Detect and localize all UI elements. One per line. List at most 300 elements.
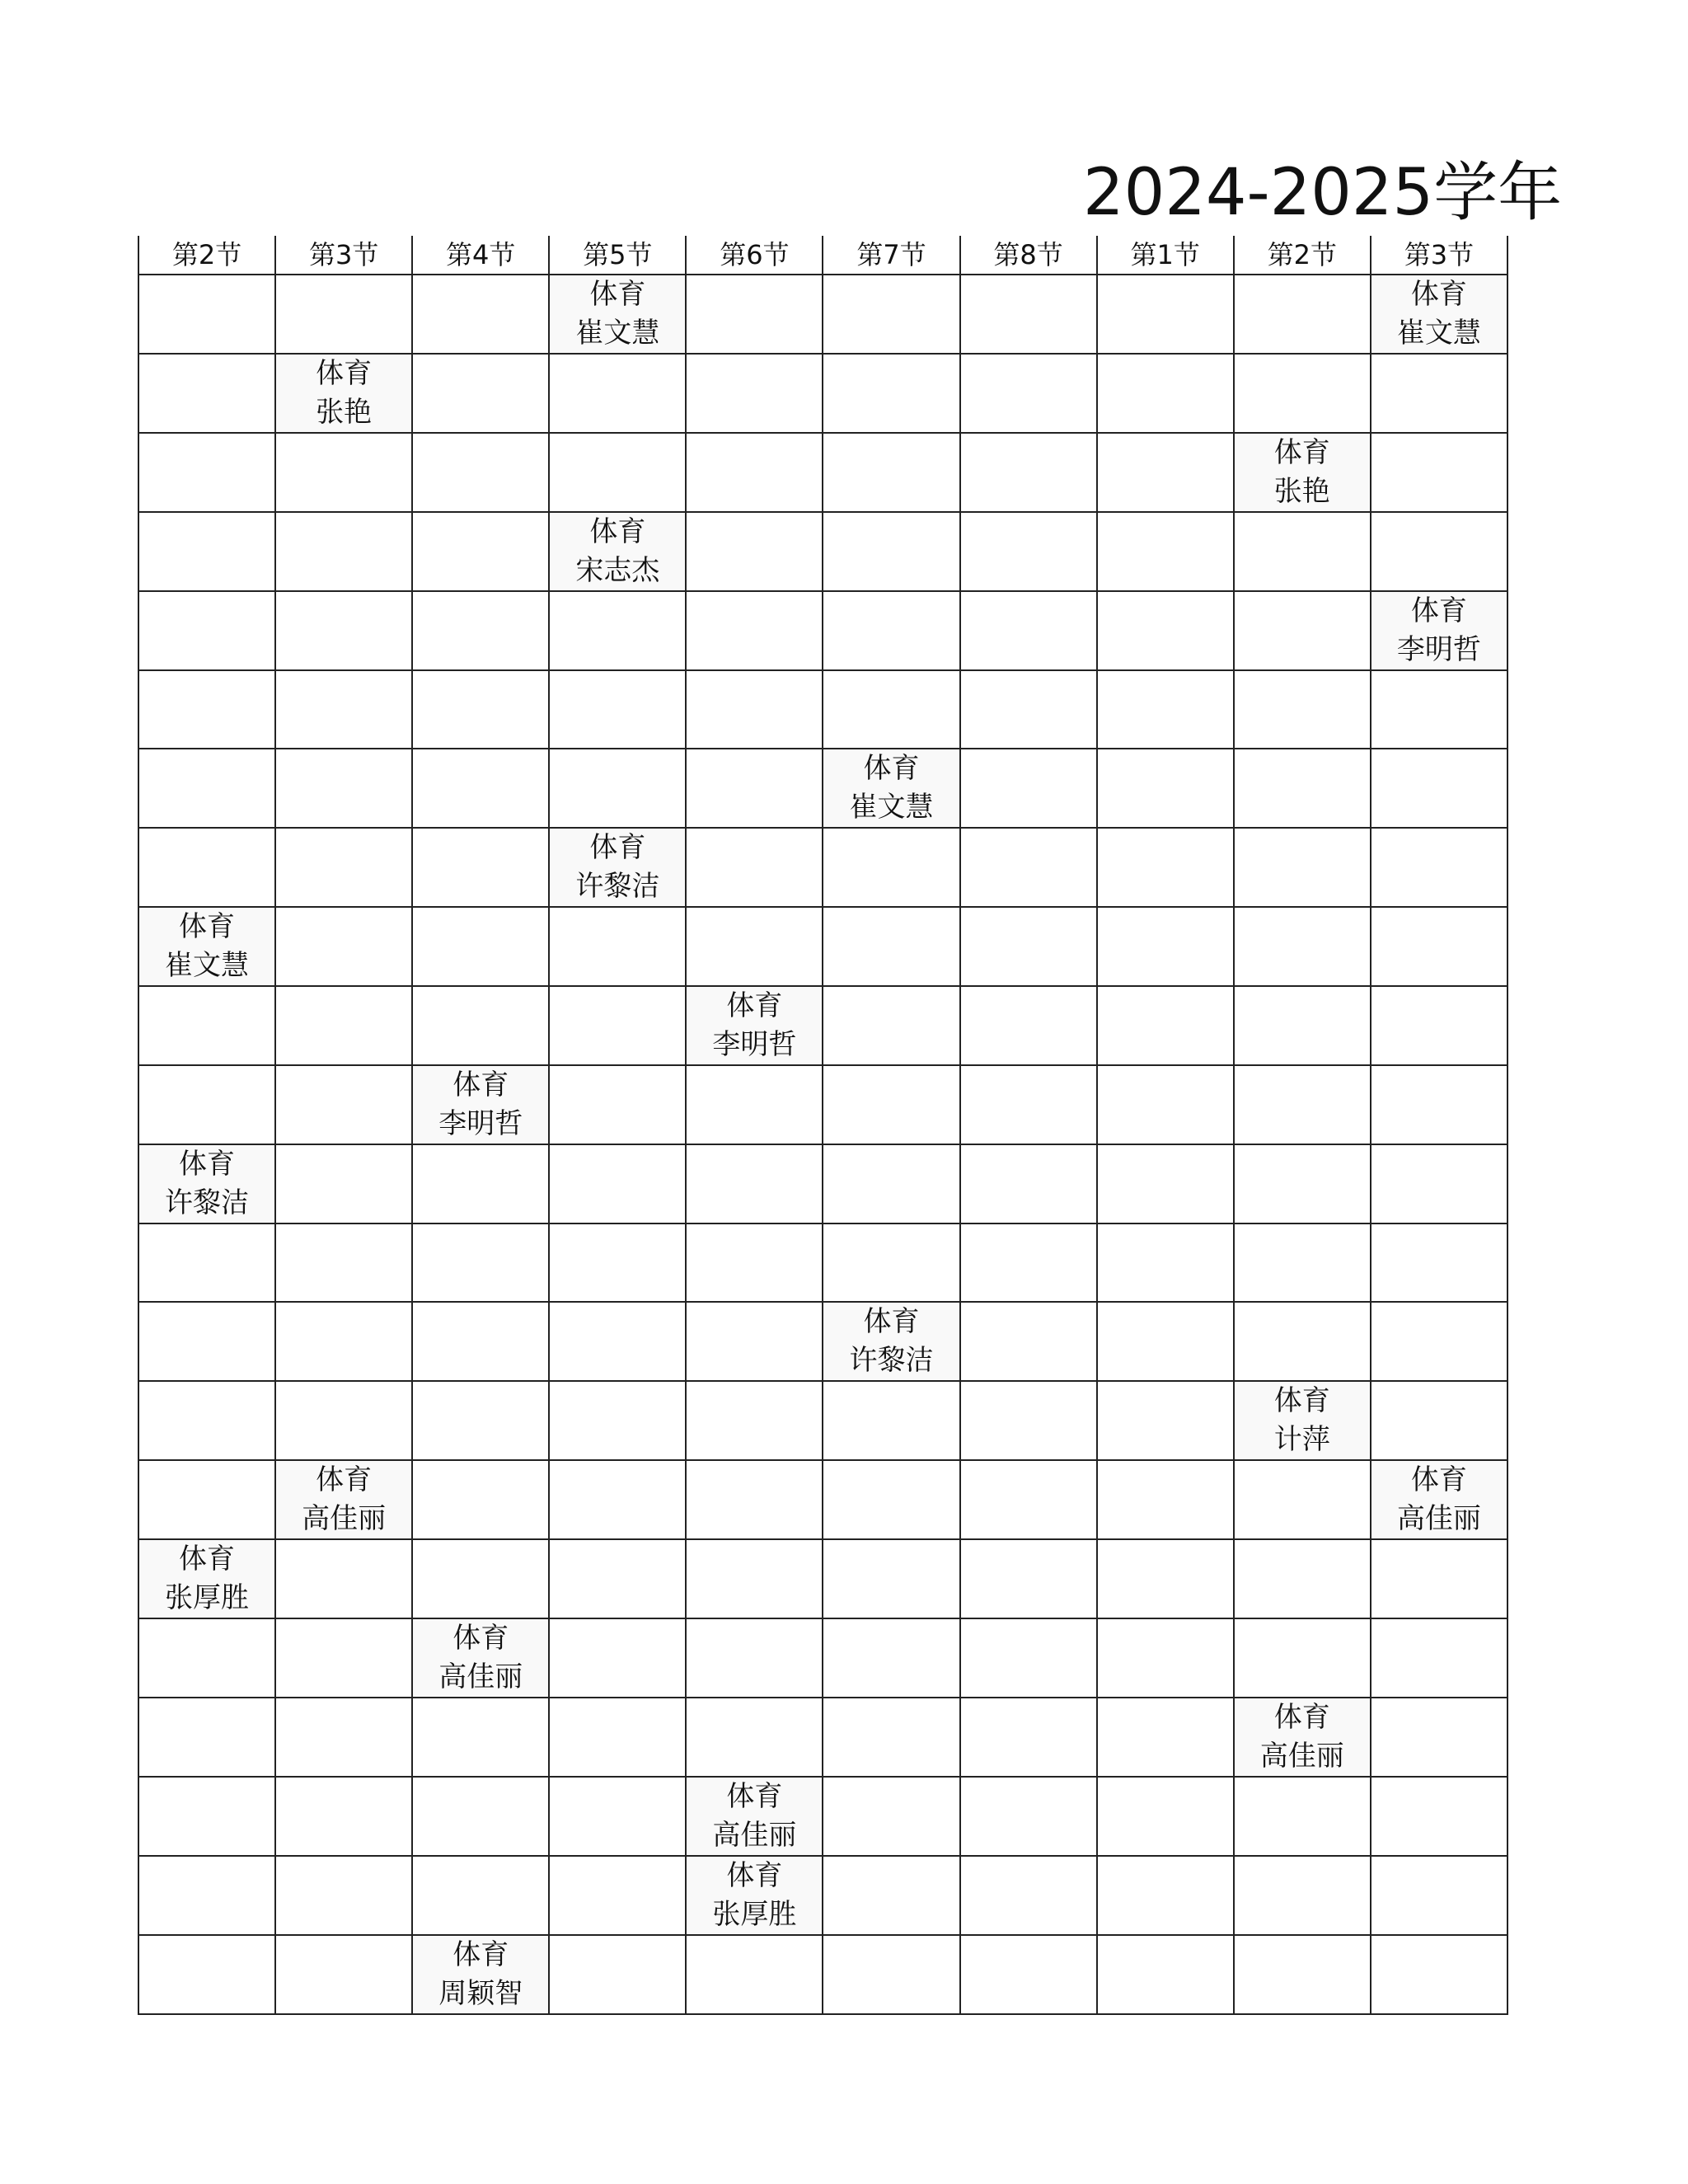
schedule-cell xyxy=(1234,1539,1371,1618)
schedule-cell xyxy=(275,512,412,591)
table-row xyxy=(138,1698,1507,1777)
schedule-cell xyxy=(960,1856,1097,1935)
schedule-cell xyxy=(960,1065,1097,1144)
schedule-cell xyxy=(412,749,549,828)
schedule-cell xyxy=(1097,512,1234,591)
schedule-cell xyxy=(823,1618,959,1698)
table-row xyxy=(138,433,1507,512)
cell-teacher: 高佳丽 xyxy=(302,1502,387,1535)
schedule-cell xyxy=(412,1460,549,1539)
cell-subject: 体育 xyxy=(179,1148,236,1181)
schedule-cell xyxy=(960,1144,1097,1224)
cell-subject: 体育 xyxy=(179,1543,236,1576)
schedule-cell xyxy=(1234,433,1371,512)
schedule-cell xyxy=(1097,1302,1234,1381)
schedule-cell xyxy=(138,1856,275,1935)
schedule-cell xyxy=(549,433,686,512)
schedule-cell xyxy=(823,1698,959,1777)
cell-teacher: 高佳丽 xyxy=(1259,1740,1344,1773)
schedule-cell xyxy=(1234,670,1371,749)
schedule-cell xyxy=(138,275,275,354)
table-row xyxy=(138,1381,1507,1460)
cell-teacher: 崔文慧 xyxy=(849,791,934,824)
schedule-cell xyxy=(1234,986,1371,1065)
schedule-cell xyxy=(1371,1856,1507,1935)
table-row xyxy=(138,512,1507,591)
schedule-cell xyxy=(1371,907,1507,986)
cell-teacher: 张厚胜 xyxy=(712,1898,797,1931)
schedule-cell xyxy=(412,354,549,433)
cell-subject: 体育 xyxy=(863,1305,920,1338)
schedule-cell xyxy=(686,986,823,1065)
schedule-cell xyxy=(138,1144,275,1224)
schedule-cell xyxy=(686,1381,823,1460)
schedule-cell xyxy=(1371,986,1507,1065)
schedule-cell xyxy=(1097,1618,1234,1698)
schedule-cell xyxy=(823,1856,959,1935)
schedule-cell xyxy=(549,670,686,749)
schedule-cell xyxy=(275,1381,412,1460)
schedule-cell xyxy=(1371,670,1507,749)
cell-teacher: 高佳丽 xyxy=(712,1819,797,1852)
schedule-cell xyxy=(1371,512,1507,591)
schedule-cell xyxy=(1234,1460,1371,1539)
schedule-cell xyxy=(686,275,823,354)
schedule-cell xyxy=(1234,1935,1371,2014)
table-row xyxy=(138,1935,1507,2014)
schedule-cell xyxy=(1234,1224,1371,1302)
schedule-cell xyxy=(686,749,823,828)
cell-subject: 体育 xyxy=(726,1780,783,1813)
schedule-cell xyxy=(549,1065,686,1144)
schedule-cell xyxy=(412,907,549,986)
schedule-cell xyxy=(549,591,686,670)
cell-subject: 体育 xyxy=(1273,1384,1330,1417)
schedule-cell xyxy=(412,512,549,591)
schedule-cell xyxy=(823,986,959,1065)
schedule-cell xyxy=(1234,749,1371,828)
schedule-cell xyxy=(275,986,412,1065)
schedule-cell xyxy=(1371,749,1507,828)
schedule-cell xyxy=(549,354,686,433)
cell-teacher: 李明哲 xyxy=(438,1107,523,1140)
schedule-cell xyxy=(1234,354,1371,433)
schedule-cell xyxy=(823,1144,959,1224)
schedule-cell xyxy=(275,1302,412,1381)
schedule-cell xyxy=(275,354,412,433)
schedule-cell xyxy=(138,1539,275,1618)
table-row xyxy=(138,1144,1507,1224)
schedule-cell xyxy=(1371,1777,1507,1856)
schedule-cell xyxy=(960,1698,1097,1777)
schedule-cell xyxy=(138,907,275,986)
schedule-cell xyxy=(275,1777,412,1856)
schedule-cell xyxy=(138,749,275,828)
period-header: 第2节 xyxy=(138,236,275,275)
schedule-cell xyxy=(1097,1381,1234,1460)
schedule-cell xyxy=(275,907,412,986)
schedule-cell xyxy=(823,828,959,907)
schedule-cell xyxy=(275,1539,412,1618)
schedule-cell xyxy=(549,1539,686,1618)
schedule-cell xyxy=(138,1460,275,1539)
schedule-cell xyxy=(960,749,1097,828)
schedule-cell xyxy=(1097,670,1234,749)
schedule-cell xyxy=(1371,1302,1507,1381)
schedule-cell xyxy=(1371,1144,1507,1224)
schedule-cell xyxy=(412,986,549,1065)
schedule-cell xyxy=(275,828,412,907)
cell-subject: 体育 xyxy=(726,1859,783,1892)
schedule-cell xyxy=(549,828,686,907)
schedule-cell xyxy=(686,1539,823,1618)
schedule-cell xyxy=(1097,275,1234,354)
schedule-cell xyxy=(138,1302,275,1381)
schedule-cell xyxy=(823,1935,959,2014)
schedule-cell xyxy=(686,1618,823,1698)
schedule-cell xyxy=(823,1065,959,1144)
schedule-cell xyxy=(686,1935,823,2014)
period-header: 第3节 xyxy=(275,236,412,275)
schedule-cell xyxy=(138,986,275,1065)
cell-subject: 体育 xyxy=(316,1463,373,1496)
schedule-cell xyxy=(275,1698,412,1777)
schedule-cell xyxy=(412,1224,549,1302)
schedule-cell xyxy=(686,1460,823,1539)
schedule-cell xyxy=(412,1381,549,1460)
schedule-cell xyxy=(960,1302,1097,1381)
schedule-cell xyxy=(138,1065,275,1144)
schedule-cell xyxy=(1371,1065,1507,1144)
schedule-cell xyxy=(138,828,275,907)
schedule-cell xyxy=(823,907,959,986)
schedule-cell xyxy=(1234,1302,1371,1381)
schedule-cell xyxy=(1371,1224,1507,1302)
schedule-cell xyxy=(1234,1065,1371,1144)
schedule-cell xyxy=(1234,1144,1371,1224)
schedule-cell xyxy=(1097,1856,1234,1935)
cell-teacher: 张厚胜 xyxy=(165,1581,250,1614)
cell-teacher: 李明哲 xyxy=(1396,633,1481,666)
schedule-cell xyxy=(686,1224,823,1302)
schedule-cell xyxy=(1097,749,1234,828)
schedule-cell xyxy=(549,1856,686,1935)
schedule-cell xyxy=(412,1777,549,1856)
schedule-cell xyxy=(412,1144,549,1224)
period-header: 第4节 xyxy=(412,236,549,275)
schedule-cell xyxy=(960,512,1097,591)
schedule-cell xyxy=(275,275,412,354)
schedule-cell xyxy=(823,433,959,512)
schedule-cell xyxy=(275,1856,412,1935)
schedule-cell xyxy=(1371,1460,1507,1539)
schedule-cell xyxy=(412,1539,549,1618)
cell-teacher: 宋志杰 xyxy=(575,554,660,587)
schedule-cell xyxy=(1234,275,1371,354)
cell-teacher: 崔文慧 xyxy=(165,949,250,982)
schedule-cell xyxy=(686,1856,823,1935)
table-row xyxy=(138,1539,1507,1618)
schedule-cell xyxy=(412,1698,549,1777)
table-row xyxy=(138,591,1507,670)
schedule-cell xyxy=(1234,828,1371,907)
period-header: 第2节 xyxy=(1234,236,1371,275)
schedule-cell xyxy=(1371,433,1507,512)
cell-subject: 体育 xyxy=(316,357,373,390)
schedule-cell xyxy=(686,1698,823,1777)
schedule-cell xyxy=(412,1618,549,1698)
schedule-cell xyxy=(412,1935,549,2014)
schedule-cell xyxy=(549,1302,686,1381)
schedule-cell xyxy=(686,828,823,907)
schedule-cell xyxy=(1097,1935,1234,2014)
schedule-cell xyxy=(275,433,412,512)
schedule-cell xyxy=(960,275,1097,354)
table-row xyxy=(138,986,1507,1065)
schedule-cell xyxy=(1371,1539,1507,1618)
schedule-cell xyxy=(686,354,823,433)
schedule-cell xyxy=(823,591,959,670)
schedule-cell xyxy=(412,1065,549,1144)
schedule-cell xyxy=(412,670,549,749)
table-row xyxy=(138,275,1507,354)
schedule-cell xyxy=(1371,1698,1507,1777)
cell-subject: 体育 xyxy=(863,752,920,785)
table-row xyxy=(138,1618,1507,1698)
schedule-cell xyxy=(960,1460,1097,1539)
schedule-cell xyxy=(1097,1698,1234,1777)
schedule-cell xyxy=(275,749,412,828)
schedule-cell xyxy=(960,354,1097,433)
schedule-cell xyxy=(960,1224,1097,1302)
schedule-cell xyxy=(1234,591,1371,670)
table-row xyxy=(138,1065,1507,1144)
schedule-cell xyxy=(1371,354,1507,433)
schedule-cell xyxy=(138,512,275,591)
schedule-cell xyxy=(1371,275,1507,354)
schedule-cell xyxy=(960,828,1097,907)
schedule-cell xyxy=(823,1777,959,1856)
cell-subject: 体育 xyxy=(1410,278,1467,311)
table-row xyxy=(138,1777,1507,1856)
cell-subject: 体育 xyxy=(179,910,236,943)
schedule-cell xyxy=(1097,1144,1234,1224)
cell-teacher: 许黎洁 xyxy=(575,870,660,903)
schedule-cell xyxy=(1371,828,1507,907)
schedule-cell xyxy=(138,1935,275,2014)
period-header: 第8节 xyxy=(960,236,1097,275)
cell-subject: 体育 xyxy=(452,1938,509,1971)
schedule-cell xyxy=(686,670,823,749)
schedule-cell xyxy=(138,670,275,749)
table-row xyxy=(138,1856,1507,1935)
schedule-cell xyxy=(1371,1935,1507,2014)
cell-teacher: 李明哲 xyxy=(712,1028,797,1061)
period-header: 第3节 xyxy=(1371,236,1507,275)
schedule-table xyxy=(138,236,1508,2015)
period-header: 第7节 xyxy=(823,236,959,275)
schedule-cell xyxy=(138,1618,275,1698)
cell-subject: 体育 xyxy=(452,1069,509,1101)
schedule-cell xyxy=(823,512,959,591)
schedule-cell xyxy=(1234,1381,1371,1460)
cell-teacher: 许黎洁 xyxy=(849,1344,934,1377)
schedule-cell xyxy=(412,1302,549,1381)
schedule-cell xyxy=(1097,1460,1234,1539)
table-row xyxy=(138,749,1507,828)
schedule-cell xyxy=(412,1856,549,1935)
schedule-cell xyxy=(138,354,275,433)
schedule-cell xyxy=(823,1381,959,1460)
schedule-cell xyxy=(686,1302,823,1381)
schedule-cell xyxy=(960,670,1097,749)
cell-teacher: 计萍 xyxy=(1273,1423,1330,1456)
schedule-cell xyxy=(138,591,275,670)
schedule-cell xyxy=(549,1460,686,1539)
schedule-cell xyxy=(960,986,1097,1065)
cell-subject: 体育 xyxy=(452,1622,509,1655)
schedule-cell xyxy=(549,1777,686,1856)
schedule-cell xyxy=(275,1618,412,1698)
cell-teacher: 许黎洁 xyxy=(165,1186,250,1219)
schedule-cell xyxy=(960,907,1097,986)
schedule-cell xyxy=(686,1144,823,1224)
schedule-cell xyxy=(1234,512,1371,591)
schedule-cell xyxy=(686,591,823,670)
cell-subject: 体育 xyxy=(589,278,646,311)
schedule-cell xyxy=(1097,591,1234,670)
period-header: 第1节 xyxy=(1097,236,1234,275)
schedule-cell xyxy=(686,433,823,512)
schedule-cell xyxy=(960,1777,1097,1856)
schedule-cell xyxy=(1234,1618,1371,1698)
cell-teacher: 崔文慧 xyxy=(1396,317,1481,350)
schedule-cell xyxy=(1097,1777,1234,1856)
schedule-cell xyxy=(549,1224,686,1302)
period-header: 第5节 xyxy=(549,236,686,275)
cell-subject: 体育 xyxy=(589,515,646,548)
schedule-cell xyxy=(549,986,686,1065)
cell-subject: 体育 xyxy=(1410,1463,1467,1496)
schedule-cell xyxy=(960,1935,1097,2014)
schedule-cell xyxy=(412,828,549,907)
cell-subject: 体育 xyxy=(1410,594,1467,627)
schedule-cell xyxy=(960,433,1097,512)
schedule-cell xyxy=(138,1777,275,1856)
cell-subject: 体育 xyxy=(726,989,783,1022)
schedule-cell xyxy=(1097,1065,1234,1144)
schedule-cell xyxy=(823,1224,959,1302)
schedule-cell xyxy=(1097,828,1234,907)
schedule-cell xyxy=(549,749,686,828)
schedule-cell xyxy=(823,1539,959,1618)
schedule-cell xyxy=(412,591,549,670)
schedule-cell xyxy=(1097,907,1234,986)
table-row xyxy=(138,1460,1507,1539)
table-row xyxy=(138,907,1507,986)
schedule-cell xyxy=(1234,1856,1371,1935)
schedule-cell xyxy=(138,1698,275,1777)
cell-teacher: 高佳丽 xyxy=(438,1660,523,1693)
schedule-cell xyxy=(823,1302,959,1381)
schedule-cell xyxy=(549,907,686,986)
schedule-cell xyxy=(1234,907,1371,986)
schedule-cell xyxy=(275,1065,412,1144)
schedule-cell xyxy=(1097,433,1234,512)
schedule-cell xyxy=(412,275,549,354)
schedule-cell xyxy=(960,1381,1097,1460)
schedule-cell xyxy=(275,1460,412,1539)
cell-teacher: 张艳 xyxy=(316,396,373,429)
table-row xyxy=(138,1302,1507,1381)
schedule-cell xyxy=(412,433,549,512)
schedule-cell xyxy=(1371,1618,1507,1698)
schedule-cell xyxy=(549,1935,686,2014)
schedule-cell xyxy=(1097,1224,1234,1302)
schedule-cell xyxy=(275,591,412,670)
table-row xyxy=(138,670,1507,749)
schedule-cell xyxy=(1234,1698,1371,1777)
schedule-cell xyxy=(138,433,275,512)
schedule-cell xyxy=(1097,986,1234,1065)
schedule-cell xyxy=(138,1381,275,1460)
table-row xyxy=(138,1224,1507,1302)
schedule-cell xyxy=(686,512,823,591)
schedule-cell xyxy=(138,1224,275,1302)
cell-teacher: 崔文慧 xyxy=(575,317,660,350)
schedule-cell xyxy=(686,1777,823,1856)
cell-subject: 体育 xyxy=(1273,1701,1330,1734)
schedule-cell xyxy=(549,1698,686,1777)
period-header: 第6节 xyxy=(686,236,823,275)
schedule-cell xyxy=(275,1935,412,2014)
schedule-cell xyxy=(960,1618,1097,1698)
schedule-body xyxy=(138,275,1507,2014)
schedule-cell xyxy=(1371,591,1507,670)
schedule-cell xyxy=(686,1065,823,1144)
schedule-cell xyxy=(960,1539,1097,1618)
schedule-cell xyxy=(1097,1539,1234,1618)
header-row xyxy=(138,236,1507,275)
schedule-cell xyxy=(549,1618,686,1698)
table-row xyxy=(138,354,1507,433)
schedule-cell xyxy=(823,749,959,828)
schedule-cell xyxy=(275,1224,412,1302)
schedule-cell xyxy=(686,907,823,986)
schedule-cell xyxy=(823,354,959,433)
schedule-cell xyxy=(1234,1777,1371,1856)
schedule-cell xyxy=(549,1381,686,1460)
schedule-cell xyxy=(1371,1381,1507,1460)
schedule-cell xyxy=(549,275,686,354)
schedule-cell xyxy=(823,275,959,354)
schedule-cell xyxy=(1097,354,1234,433)
schedule-cell xyxy=(960,591,1097,670)
schedule-cell xyxy=(275,1144,412,1224)
schedule-cell xyxy=(823,670,959,749)
schedule-cell xyxy=(275,670,412,749)
cell-teacher: 高佳丽 xyxy=(1396,1502,1481,1535)
cell-subject: 体育 xyxy=(589,831,646,864)
table-row xyxy=(138,828,1507,907)
schedule-cell xyxy=(549,1144,686,1224)
cell-teacher: 周颖智 xyxy=(438,1977,523,2010)
schedule-cell xyxy=(549,512,686,591)
page-title: 2024-2025学年 xyxy=(1083,156,1563,230)
cell-teacher: 张艳 xyxy=(1273,475,1330,508)
cell-subject: 体育 xyxy=(1273,436,1330,469)
schedule-cell xyxy=(823,1460,959,1539)
